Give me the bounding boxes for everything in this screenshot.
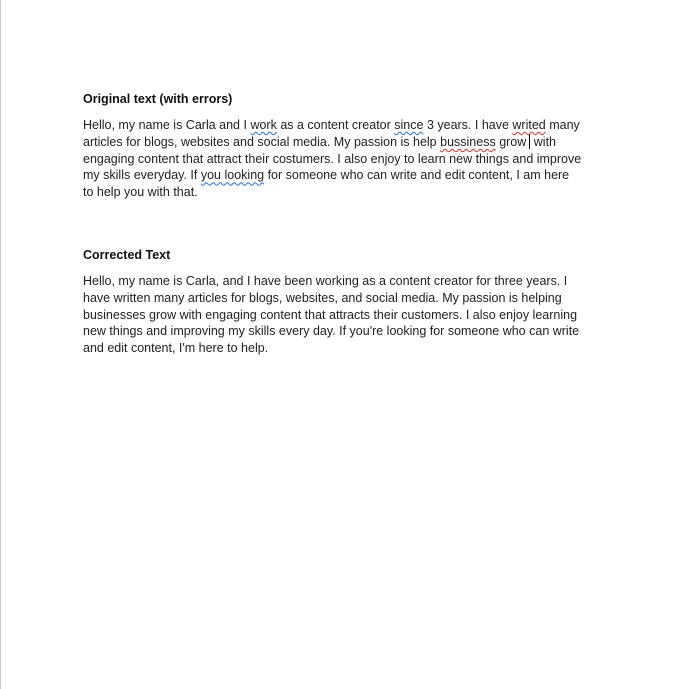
corrected-paragraph[interactable]: Hello, my name is Carla, and I have been working as a content creator for three years. I have written many articles for blogs, websites, and social media. My passion is helping businesses grow with engaging content that attracts their customers. I also enjoy learning new things and improving my skills every day. If you're looking for someone who can write and edit content, I'm here to help. xyxy=(83,273,580,356)
original-segment: Hello, my name is Carla and I xyxy=(83,118,251,132)
corrected-section xyxy=(83,247,583,357)
original-segment: many articles for blogs, websites and social media. My passion is help xyxy=(83,118,580,149)
spelling-error[interactable]: writed xyxy=(512,118,546,132)
original-heading: Original text (with errors) xyxy=(83,92,233,106)
grammar-suggestion[interactable]: you looking xyxy=(200,168,265,183)
original-segment: grow xyxy=(495,134,527,149)
grammar-suggestion[interactable]: since xyxy=(394,118,424,132)
original-segment: for someone who can write and edit content, I am here to help you with that. xyxy=(83,168,570,200)
original-section xyxy=(83,91,583,201)
original-segment: 3 years. I have xyxy=(423,118,513,132)
corrected-heading: Corrected Text xyxy=(83,247,171,262)
spelling-error[interactable]: bussiness xyxy=(440,134,496,149)
document-body[interactable] xyxy=(83,91,583,357)
original-segment: as a content creator xyxy=(276,118,395,132)
original-segment: with engaging content that attract their costumers. I also enjoy to learn new things and improve my skills everyday. If xyxy=(83,134,582,183)
page-left-border xyxy=(0,0,1,689)
grammar-suggestion[interactable]: work xyxy=(250,118,277,132)
original-paragraph[interactable] xyxy=(83,117,583,201)
